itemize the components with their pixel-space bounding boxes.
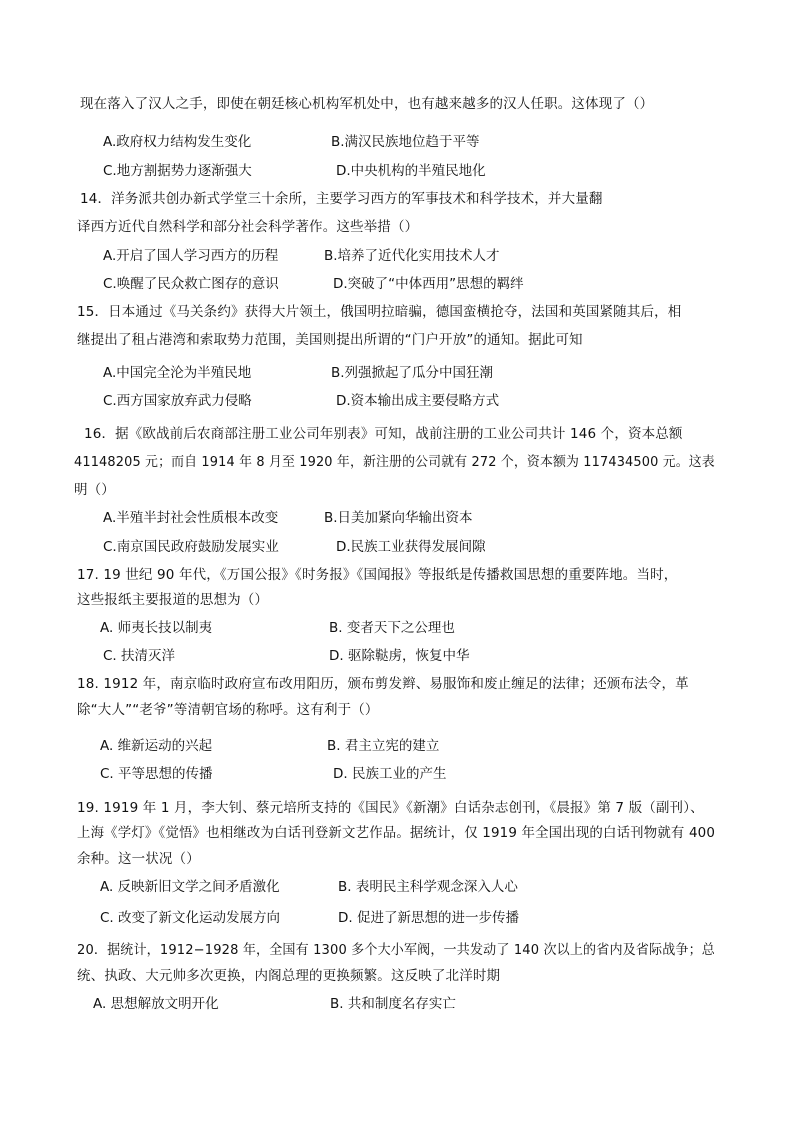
q20-stem-line2: 统、执政、大元帅多次更换，内阁总理的更换频繁。这反映了北洋时期 xyxy=(77,968,501,984)
q19-option-c[interactable]: C. 改变了新文化运动发展方向 xyxy=(100,910,281,926)
q19-stem-line1: 19. 1919 年 1 月，李大钊、蔡元培所支持的《国民》《新潮》白话杂志创刊，《晨报》第 7 版（副刊）、 xyxy=(77,800,704,816)
q14-option-c[interactable]: C.唤醒了民众救亡图存的意识 xyxy=(103,276,279,292)
q16-option-a[interactable]: A.半殖半封社会性质根本改变 xyxy=(103,510,279,526)
q19-stem-line2: 上海《学灯》《觉悟》也相继改为白话刊登新文艺作品。据统计，仅 1919 年全国出现的白话刊物就有 400 xyxy=(77,825,716,841)
q16-option-d[interactable]: D.民族工业获得发展间隙 xyxy=(336,539,486,555)
q17-stem-line1: 17. 19 世纪 90 年代，《万国公报》《时务报》《国闻报》等报纸是传播救国思想的重要阵地。当时， xyxy=(77,567,678,583)
q16-stem-line3: 明（） xyxy=(74,482,115,498)
q20-stem-line1: 20．据统计，1912−1928 年，全国有 1300 多个大小军阀，一共发动了 140 次以上的省内及省际战争；总 xyxy=(77,942,716,958)
q20-option-b[interactable]: B. 共和制度名存实亡 xyxy=(330,996,456,1012)
q13-option-a[interactable]: A.政府权力结构发生变化 xyxy=(103,134,252,150)
q15-option-d[interactable]: D.资本输出成主要侵略方式 xyxy=(336,393,500,409)
q20-option-a[interactable]: A. 思想解放文明开化 xyxy=(93,996,219,1012)
q19-option-a[interactable]: A. 反映新旧文学之间矛盾激化 xyxy=(100,879,280,895)
q15-option-c[interactable]: C.西方国家放弃武力侵略 xyxy=(103,393,252,409)
q15-option-b[interactable]: B.列强掀起了瓜分中国狂潮 xyxy=(331,365,494,381)
q13-option-c[interactable]: C.地方割据势力逐渐强大 xyxy=(103,163,252,179)
q19-option-d[interactable]: D. 促进了新思想的进一步传播 xyxy=(338,910,519,926)
q13-option-b[interactable]: B.满汉民族地位趋于平等 xyxy=(331,134,480,150)
q18-option-c[interactable]: C. 平等思想的传播 xyxy=(100,766,213,782)
q15-stem-line1: 15．日本通过《马关条约》获得大片领土，俄国明拉暗骗，德国蛮横抢夺，法国和英国紧随其后，相 xyxy=(77,304,682,320)
q16-stem-line1: 16．据《欧战前后农商部注册工业公司年别表》可知，战前注册的工业公司共计 146 个，资本总额 xyxy=(84,426,683,442)
q15-stem-line2: 继提出了租占港湾和索取势力范围，美国则提出所谓的“门户开放”的通知。据此可知 xyxy=(77,332,583,348)
q18-stem-line2: 除“大人”“老爷”等清朝官场的称呼。这有利于（） xyxy=(77,702,379,718)
q18-stem-line1: 18. 1912 年，南京临时政府宣布改用阳历，颁布剪发辫、易服饰和废止缠足的法律；还颁布法令，革 xyxy=(77,676,689,692)
q18-option-a[interactable]: A. 维新运动的兴起 xyxy=(100,738,213,754)
q15-option-a[interactable]: A.中国完全沦为半殖民地 xyxy=(103,365,252,381)
q13-stem: 现在落入了汉人之手，即使在朝廷核心机构军机处中，也有越来越多的汉人任职。这体现了（） xyxy=(80,96,654,112)
q14-option-d[interactable]: D.突破了“中体西用”思想的羁绊 xyxy=(333,276,524,292)
q16-option-c[interactable]: C.南京国民政府鼓励发展实业 xyxy=(103,539,279,555)
q14-stem-line1: 14．洋务派共创办新式学堂三十余所，主要学习西方的军事技术和科学技术，并大量翻 xyxy=(80,191,603,207)
q16-stem-line2: 41148205 元；而自 1914 年 8 月至 1920 年，新注册的公司就有 272 个，资本额为 117434500 元。这表 xyxy=(74,454,715,470)
q19-stem-line3: 余种。这一状况（） xyxy=(77,851,200,867)
q17-option-b[interactable]: B. 变者天下之公理也 xyxy=(329,620,455,636)
q16-option-b[interactable]: B.日美加紧向华输出资本 xyxy=(324,510,473,526)
q14-stem-line2: 译西方近代自然科学和部分社会科学著作。这些举措（） xyxy=(77,219,419,235)
q14-option-a[interactable]: A.开启了国人学习西方的历程 xyxy=(103,248,279,264)
q17-option-a[interactable]: A. 师夷长技以制夷 xyxy=(100,620,213,636)
q17-stem-line2: 这些报纸主要报道的思想为（） xyxy=(77,592,269,608)
q19-option-b[interactable]: B. 表明民主科学观念深入人心 xyxy=(338,879,518,895)
q14-option-b[interactable]: B.培养了近代化实用技术人才 xyxy=(324,248,500,264)
q18-option-b[interactable]: B. 君主立宪的建立 xyxy=(327,738,440,754)
q13-option-d[interactable]: D.中央机构的半殖民地化 xyxy=(336,163,486,179)
q17-option-d[interactable]: D. 驱除鞑虏，恢复中华 xyxy=(329,648,470,664)
q18-option-d[interactable]: D. 民族工业的产生 xyxy=(333,766,447,782)
q17-option-c[interactable]: C. 扶清灭洋 xyxy=(103,648,176,664)
